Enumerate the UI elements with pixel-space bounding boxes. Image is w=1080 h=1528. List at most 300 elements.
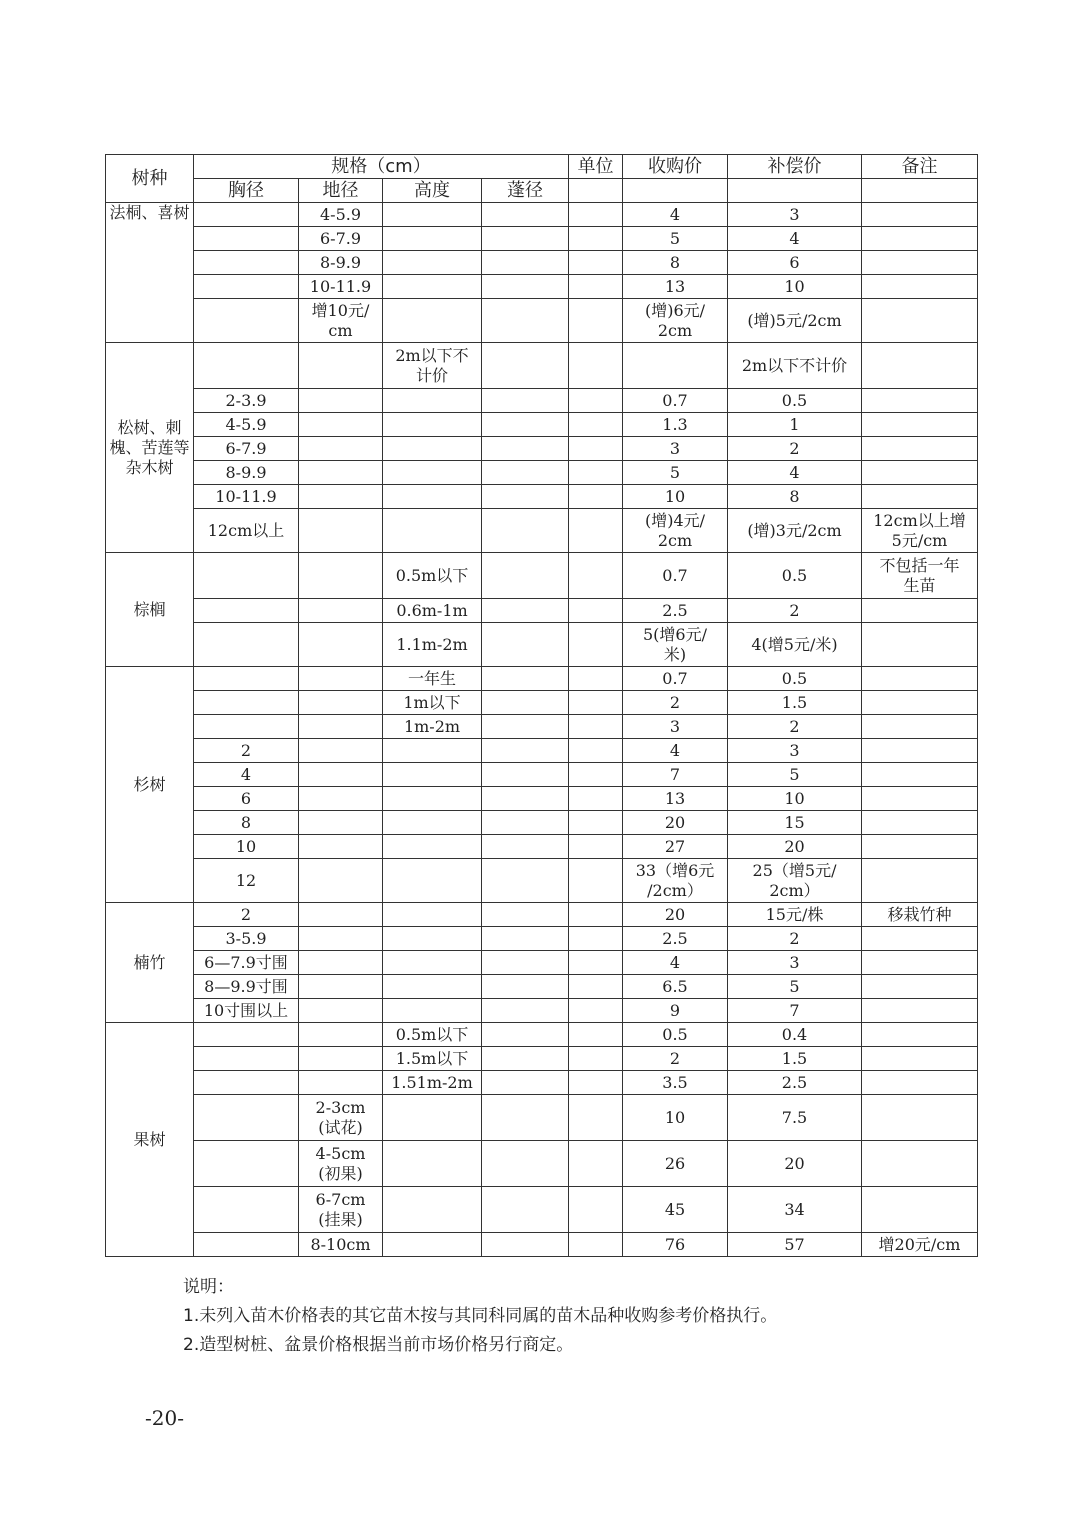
crown-cell	[482, 1095, 569, 1141]
table-row	[106, 903, 978, 927]
crown-cell	[482, 1071, 569, 1095]
ground-cell: 8-10cm	[299, 1233, 383, 1257]
unit-cell	[569, 1187, 623, 1233]
table-row	[106, 461, 978, 485]
ground-cell: 2-3cm (试花)	[299, 1095, 383, 1141]
ground-cell	[299, 599, 383, 623]
height-cell	[383, 927, 482, 951]
crown-cell	[482, 811, 569, 835]
table-row	[106, 553, 978, 599]
unit-cell	[569, 553, 623, 599]
ground-cell	[299, 787, 383, 811]
unit-cell	[569, 835, 623, 859]
chest-cell: 12	[194, 859, 299, 903]
compensation-cell: 57	[728, 1233, 862, 1257]
header-remark: 备注	[862, 155, 978, 179]
chest-cell: 6	[194, 787, 299, 811]
compensation-cell: (增)5元/2cm	[728, 299, 862, 343]
height-cell	[383, 461, 482, 485]
chest-cell	[194, 691, 299, 715]
chest-cell	[194, 299, 299, 343]
unit-cell	[569, 389, 623, 413]
remark-cell	[862, 1187, 978, 1233]
compensation-cell: 1.5	[728, 691, 862, 715]
height-cell	[383, 203, 482, 227]
remark-cell	[862, 1071, 978, 1095]
chest-cell	[194, 251, 299, 275]
chest-cell: 12cm以上	[194, 509, 299, 553]
remark-cell	[862, 715, 978, 739]
purchase-cell: 33（增6元 /2cm）	[623, 859, 728, 903]
remark-cell	[862, 623, 978, 667]
table-row	[106, 437, 978, 461]
ground-cell	[299, 835, 383, 859]
chest-cell	[194, 1187, 299, 1233]
ground-cell	[299, 461, 383, 485]
unit-cell	[569, 1233, 623, 1257]
crown-cell	[482, 739, 569, 763]
compensation-cell: 0.5	[728, 389, 862, 413]
crown-cell	[482, 389, 569, 413]
compensation-cell: 0.5	[728, 667, 862, 691]
unit-cell	[569, 811, 623, 835]
height-cell: 1.5m以下	[383, 1047, 482, 1071]
table-row	[106, 667, 978, 691]
height-cell: 1m-2m	[383, 715, 482, 739]
purchase-cell: 4	[623, 951, 728, 975]
compensation-cell: 2.5	[728, 1071, 862, 1095]
compensation-cell: 2	[728, 715, 862, 739]
remark-cell: 12cm以上增 5元/cm	[862, 509, 978, 553]
height-cell: 0.5m以下	[383, 1023, 482, 1047]
purchase-cell: 26	[623, 1141, 728, 1187]
table-row	[106, 951, 978, 975]
table-row	[106, 623, 978, 667]
table-row	[106, 299, 978, 343]
purchase-cell: 3.5	[623, 1071, 728, 1095]
table-row	[106, 1095, 978, 1141]
compensation-cell: 2	[728, 927, 862, 951]
unit-cell	[569, 691, 623, 715]
chest-cell: 8	[194, 811, 299, 835]
chest-cell: 6-7.9	[194, 437, 299, 461]
crown-cell	[482, 1187, 569, 1233]
remark-cell: 移栽竹种	[862, 903, 978, 927]
header-spec: 规格（cm）	[194, 155, 569, 179]
unit-cell	[569, 667, 623, 691]
chest-cell	[194, 343, 299, 389]
chest-cell: 10寸围以上	[194, 999, 299, 1023]
note-item-2: 2.造型树桩、盆景价格根据当前市场价格另行商定。	[183, 1335, 574, 1355]
height-cell	[383, 299, 482, 343]
table-row	[106, 787, 978, 811]
ground-cell	[299, 389, 383, 413]
chest-cell	[194, 667, 299, 691]
height-cell: 0.5m以下	[383, 553, 482, 599]
crown-cell	[482, 553, 569, 599]
remark-cell: 增20元/cm	[862, 1233, 978, 1257]
chest-cell: 2-3.9	[194, 389, 299, 413]
table-body	[106, 203, 978, 1257]
remark-cell	[862, 1141, 978, 1187]
height-cell	[383, 275, 482, 299]
crown-cell	[482, 275, 569, 299]
compensation-cell: 25（增5元/ 2cm）	[728, 859, 862, 903]
remark-cell	[862, 299, 978, 343]
compensation-cell: (增)3元/2cm	[728, 509, 862, 553]
crown-cell	[482, 691, 569, 715]
ground-cell: 10-11.9	[299, 275, 383, 299]
header-species: 树种	[106, 155, 194, 203]
header-empty	[862, 179, 978, 203]
table-row	[106, 715, 978, 739]
ground-cell	[299, 715, 383, 739]
remark-cell	[862, 975, 978, 999]
purchase-cell: 13	[623, 787, 728, 811]
species-cell: 松树、刺槐、苦莲等杂木树	[106, 343, 194, 553]
ground-cell	[299, 667, 383, 691]
table-row	[106, 1047, 978, 1071]
chest-cell: 4	[194, 763, 299, 787]
crown-cell	[482, 227, 569, 251]
purchase-cell: 27	[623, 835, 728, 859]
height-cell	[383, 951, 482, 975]
height-cell	[383, 999, 482, 1023]
compensation-cell: 10	[728, 275, 862, 299]
ground-cell: 6-7cm (挂果)	[299, 1187, 383, 1233]
purchase-cell: 0.7	[623, 389, 728, 413]
remark-cell	[862, 763, 978, 787]
table-row	[106, 739, 978, 763]
unit-cell	[569, 787, 623, 811]
ground-cell	[299, 691, 383, 715]
unit-cell	[569, 903, 623, 927]
remark-cell	[862, 599, 978, 623]
purchase-cell: 2.5	[623, 927, 728, 951]
purchase-cell: 0.7	[623, 667, 728, 691]
table-row	[106, 763, 978, 787]
purchase-cell: 20	[623, 811, 728, 835]
crown-cell	[482, 437, 569, 461]
unit-cell	[569, 203, 623, 227]
crown-cell	[482, 859, 569, 903]
remark-cell	[862, 485, 978, 509]
crown-cell	[482, 903, 569, 927]
notes	[183, 1273, 777, 1360]
compensation-cell: 2	[728, 437, 862, 461]
page-number: -20-	[145, 1406, 184, 1430]
chest-cell	[194, 599, 299, 623]
purchase-cell: 8	[623, 251, 728, 275]
purchase-cell: 13	[623, 275, 728, 299]
unit-cell	[569, 437, 623, 461]
header-chest: 胸径	[194, 179, 299, 203]
ground-cell	[299, 343, 383, 389]
ground-cell	[299, 437, 383, 461]
unit-cell	[569, 951, 623, 975]
purchase-cell: 5	[623, 461, 728, 485]
price-table	[105, 154, 978, 1257]
ground-cell	[299, 1071, 383, 1095]
compensation-cell: 4(增5元/米)	[728, 623, 862, 667]
table-row	[106, 1187, 978, 1233]
ground-cell	[299, 1023, 383, 1047]
remark-cell	[862, 389, 978, 413]
purchase-cell: 20	[623, 903, 728, 927]
chest-cell	[194, 227, 299, 251]
unit-cell	[569, 715, 623, 739]
remark-cell	[862, 951, 978, 975]
purchase-cell: 0.7	[623, 553, 728, 599]
purchase-cell: (增)6元/ 2cm	[623, 299, 728, 343]
chest-cell	[194, 1141, 299, 1187]
unit-cell	[569, 999, 623, 1023]
purchase-cell: 2.5	[623, 599, 728, 623]
table-row	[106, 413, 978, 437]
table-row	[106, 835, 978, 859]
height-cell	[383, 811, 482, 835]
chest-cell	[194, 1047, 299, 1071]
table-row	[106, 599, 978, 623]
header-crown: 蓬径	[482, 179, 569, 203]
purchase-cell: 7	[623, 763, 728, 787]
compensation-cell: 0.4	[728, 1023, 862, 1047]
chest-cell: 10	[194, 835, 299, 859]
crown-cell	[482, 599, 569, 623]
chest-cell	[194, 1095, 299, 1141]
compensation-cell: 15元/株	[728, 903, 862, 927]
chest-cell: 3-5.9	[194, 927, 299, 951]
height-cell	[383, 835, 482, 859]
crown-cell	[482, 509, 569, 553]
crown-cell	[482, 951, 569, 975]
purchase-cell: 4	[623, 203, 728, 227]
unit-cell	[569, 623, 623, 667]
unit-cell	[569, 413, 623, 437]
remark-cell	[862, 227, 978, 251]
compensation-cell: 7	[728, 999, 862, 1023]
purchase-cell: 10	[623, 1095, 728, 1141]
purchase-cell	[623, 343, 728, 389]
table-row	[106, 251, 978, 275]
crown-cell	[482, 667, 569, 691]
ground-cell	[299, 485, 383, 509]
header-height: 高度	[383, 179, 482, 203]
table-row	[106, 859, 978, 903]
purchase-cell: 2	[623, 1047, 728, 1071]
height-cell: 1m以下	[383, 691, 482, 715]
unit-cell	[569, 1023, 623, 1047]
ground-cell: 4-5cm (初果)	[299, 1141, 383, 1187]
header-unit: 单位	[569, 155, 623, 179]
compensation-cell: 3	[728, 951, 862, 975]
table-row	[106, 975, 978, 999]
compensation-cell: 20	[728, 1141, 862, 1187]
crown-cell	[482, 1141, 569, 1187]
crown-cell	[482, 413, 569, 437]
ground-cell	[299, 927, 383, 951]
purchase-cell: 9	[623, 999, 728, 1023]
chest-cell	[194, 1023, 299, 1047]
remark-cell	[862, 1023, 978, 1047]
remark-cell	[862, 787, 978, 811]
height-cell	[383, 787, 482, 811]
chest-cell: 6—7.9寸围	[194, 951, 299, 975]
compensation-cell: 20	[728, 835, 862, 859]
height-cell	[383, 485, 482, 509]
notes-title: 说明：	[183, 1277, 234, 1297]
header-empty	[728, 179, 862, 203]
purchase-cell: 1.3	[623, 413, 728, 437]
chest-cell: 8-9.9	[194, 461, 299, 485]
compensation-cell: 1	[728, 413, 862, 437]
purchase-cell: 3	[623, 715, 728, 739]
table-row	[106, 509, 978, 553]
height-cell	[383, 437, 482, 461]
unit-cell	[569, 1095, 623, 1141]
unit-cell	[569, 251, 623, 275]
height-cell: 2m以下不 计价	[383, 343, 482, 389]
remark-cell	[862, 859, 978, 903]
unit-cell	[569, 975, 623, 999]
ground-cell	[299, 1047, 383, 1071]
chest-cell	[194, 1233, 299, 1257]
ground-cell	[299, 509, 383, 553]
remark-cell	[862, 461, 978, 485]
chest-cell: 10-11.9	[194, 485, 299, 509]
compensation-cell: 2	[728, 599, 862, 623]
unit-cell	[569, 509, 623, 553]
unit-cell	[569, 343, 623, 389]
unit-cell	[569, 763, 623, 787]
height-cell	[383, 509, 482, 553]
crown-cell	[482, 835, 569, 859]
remark-cell	[862, 413, 978, 437]
crown-cell	[482, 623, 569, 667]
ground-cell: 4-5.9	[299, 203, 383, 227]
ground-cell	[299, 553, 383, 599]
compensation-cell: 6	[728, 251, 862, 275]
table-row	[106, 275, 978, 299]
table-row	[106, 343, 978, 389]
table-row	[106, 1071, 978, 1095]
crown-cell	[482, 299, 569, 343]
chest-cell	[194, 715, 299, 739]
ground-cell	[299, 739, 383, 763]
purchase-cell: 3	[623, 437, 728, 461]
remark-cell	[862, 1095, 978, 1141]
purchase-cell: 0.5	[623, 1023, 728, 1047]
crown-cell	[482, 461, 569, 485]
table-row	[106, 1233, 978, 1257]
compensation-cell: 3	[728, 203, 862, 227]
remark-cell	[862, 927, 978, 951]
height-cell	[383, 413, 482, 437]
crown-cell	[482, 763, 569, 787]
remark-cell	[862, 811, 978, 835]
compensation-cell: 34	[728, 1187, 862, 1233]
height-cell: 0.6m-1m	[383, 599, 482, 623]
unit-cell	[569, 1071, 623, 1095]
unit-cell	[569, 275, 623, 299]
compensation-cell: 0.5	[728, 553, 862, 599]
remark-cell	[862, 343, 978, 389]
height-cell	[383, 1187, 482, 1233]
unit-cell	[569, 485, 623, 509]
crown-cell	[482, 1233, 569, 1257]
table-row	[106, 227, 978, 251]
crown-cell	[482, 251, 569, 275]
chest-cell	[194, 203, 299, 227]
height-cell	[383, 1095, 482, 1141]
compensation-cell: 7.5	[728, 1095, 862, 1141]
height-cell	[383, 903, 482, 927]
ground-cell	[299, 811, 383, 835]
purchase-cell: 10	[623, 485, 728, 509]
ground-cell	[299, 763, 383, 787]
compensation-cell: 8	[728, 485, 862, 509]
ground-cell	[299, 903, 383, 927]
ground-cell	[299, 623, 383, 667]
unit-cell	[569, 599, 623, 623]
remark-cell	[862, 203, 978, 227]
species-cell: 杉树	[106, 667, 194, 903]
remark-cell	[862, 691, 978, 715]
compensation-cell: 1.5	[728, 1047, 862, 1071]
ground-cell: 6-7.9	[299, 227, 383, 251]
unit-cell	[569, 299, 623, 343]
chest-cell: 2	[194, 739, 299, 763]
height-cell	[383, 251, 482, 275]
ground-cell	[299, 859, 383, 903]
height-cell	[383, 763, 482, 787]
crown-cell	[482, 975, 569, 999]
remark-cell	[862, 275, 978, 299]
chest-cell: 4-5.9	[194, 413, 299, 437]
table-row	[106, 811, 978, 835]
remark-cell	[862, 1047, 978, 1071]
crown-cell	[482, 485, 569, 509]
ground-cell: 增10元/ cm	[299, 299, 383, 343]
compensation-cell: 15	[728, 811, 862, 835]
height-cell	[383, 1233, 482, 1257]
remark-cell	[862, 999, 978, 1023]
unit-cell	[569, 461, 623, 485]
table-row	[106, 1141, 978, 1187]
header-compensation: 补偿价	[728, 155, 862, 179]
chest-cell	[194, 553, 299, 599]
unit-cell	[569, 227, 623, 251]
remark-cell	[862, 835, 978, 859]
ground-cell	[299, 951, 383, 975]
unit-cell	[569, 859, 623, 903]
table-row	[106, 485, 978, 509]
height-cell	[383, 1141, 482, 1187]
header-empty	[569, 179, 623, 203]
header-ground: 地径	[299, 179, 383, 203]
remark-cell	[862, 437, 978, 461]
species-cell: 楠竹	[106, 903, 194, 1023]
species-cell: 棕榈	[106, 553, 194, 667]
height-cell: 1.1m-2m	[383, 623, 482, 667]
chest-cell: 8—9.9寸围	[194, 975, 299, 999]
crown-cell	[482, 999, 569, 1023]
crown-cell	[482, 1047, 569, 1071]
remark-cell	[862, 251, 978, 275]
chest-cell	[194, 623, 299, 667]
purchase-cell: 2	[623, 691, 728, 715]
height-cell	[383, 975, 482, 999]
